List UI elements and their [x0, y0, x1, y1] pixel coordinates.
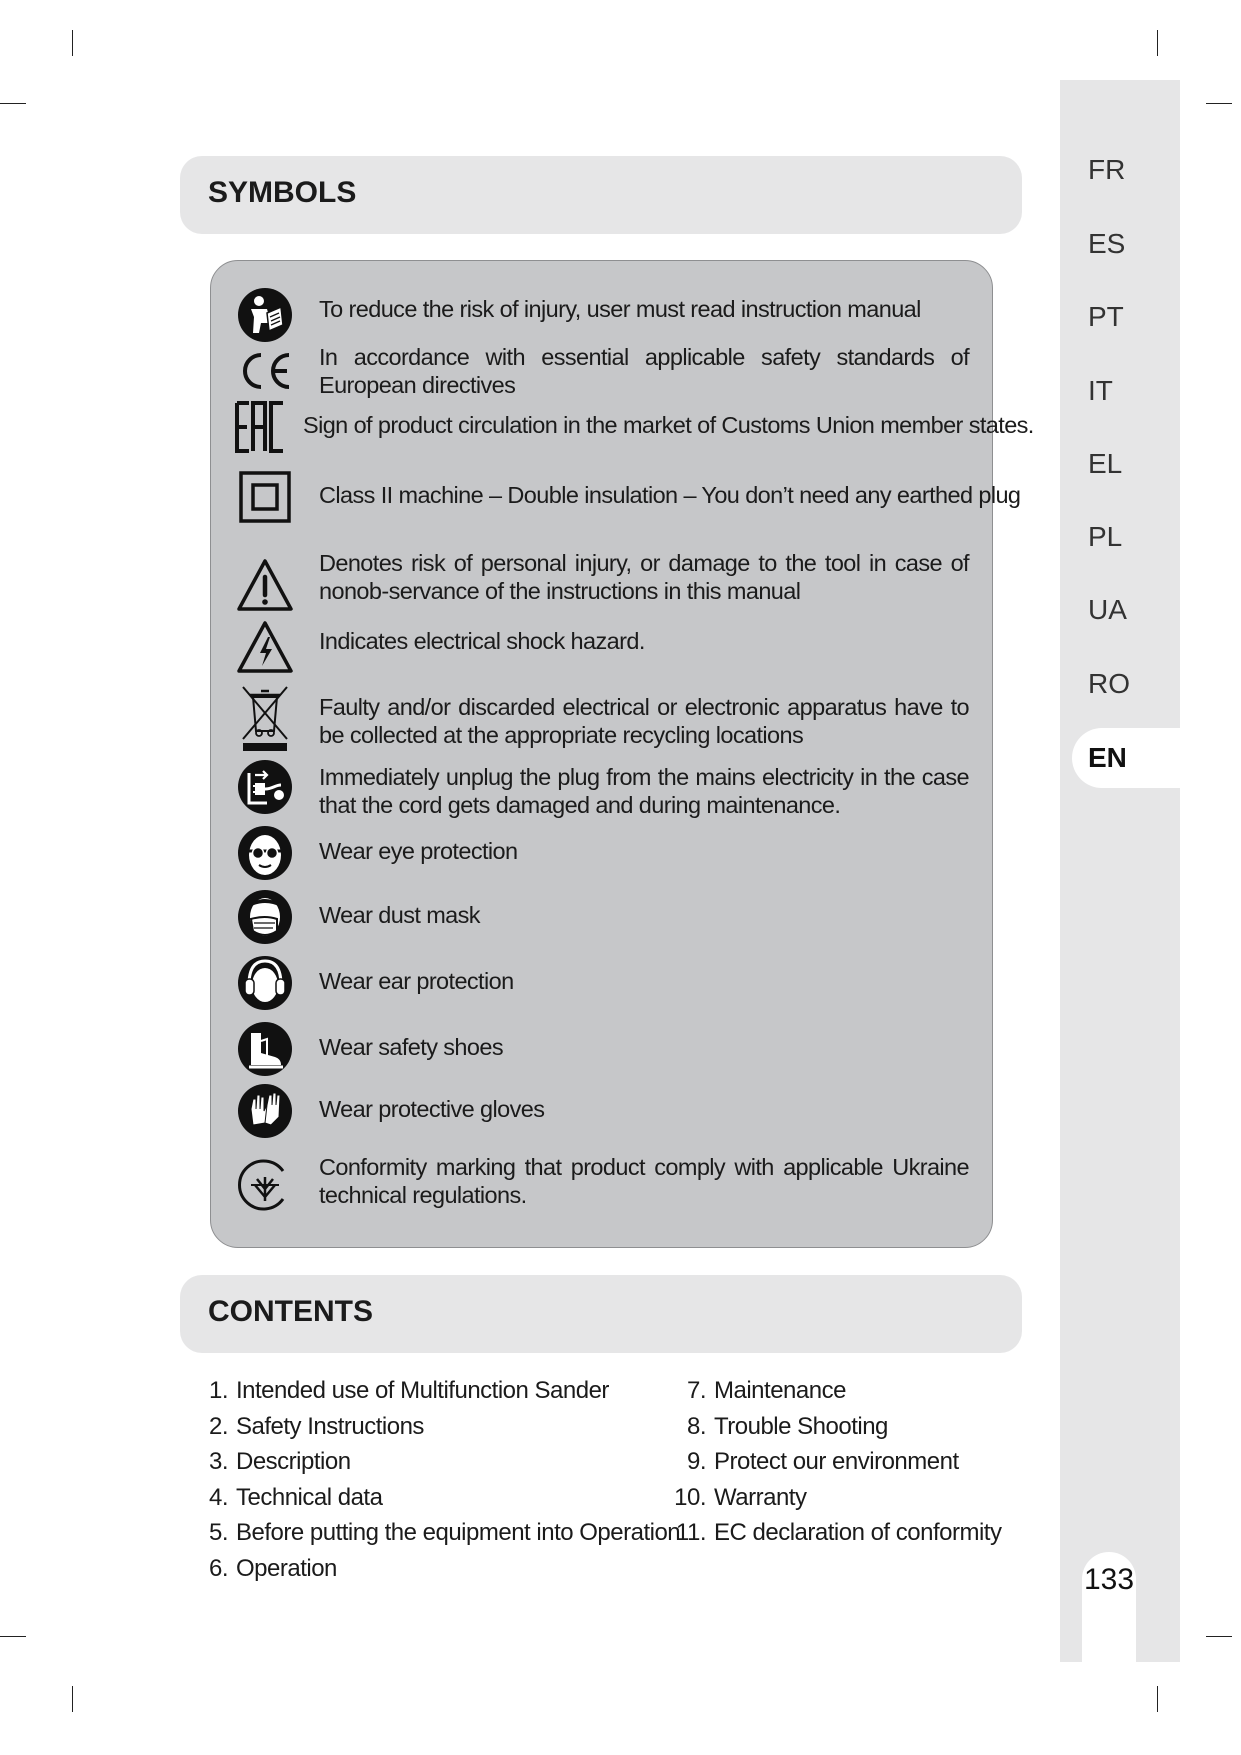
safety-shoes-icon [237, 1021, 293, 1077]
lang-tab-ro[interactable]: RO [1088, 668, 1130, 699]
contents-item[interactable] [200, 1373, 680, 1409]
contents-item-number: 3. [208, 1448, 228, 1475]
contents-item-label: Before putting the equipment into Operation [236, 1519, 681, 1546]
contents-item-number: 6. [208, 1554, 228, 1582]
symbol-description: In accordance with essential applicable safety standards of European directives [319, 344, 969, 398]
contents-item-label: Maintenance [714, 1377, 846, 1404]
warning-triangle-icon [237, 557, 293, 613]
lang-tab-pl[interactable]: PL [1088, 521, 1123, 552]
symbols-heading: SYMBOLS [208, 176, 357, 209]
lang-tab-it[interactable]: IT [1088, 375, 1113, 406]
symbols-section-header [180, 156, 1022, 234]
ce-mark-icon [237, 343, 293, 399]
contents-item[interactable] [668, 1515, 1001, 1551]
contents-item-label: Technical data [236, 1483, 383, 1511]
crop-mark [72, 30, 73, 56]
unplug-icon [237, 759, 293, 815]
contents-item-number: 7. [686, 1377, 706, 1404]
symbol-description: Wear dust mask [319, 902, 480, 928]
symbol-description: Sign of product circulation in the market of Customs Union member states. [303, 412, 1034, 438]
contents-item-number: 10. [674, 1483, 706, 1511]
contents-item[interactable] [200, 1480, 680, 1516]
contents-list-left [200, 1373, 680, 1586]
symbol-description: Class II machine – Double insulation – You don’t need any earthed plug [319, 482, 1021, 508]
crop-mark [72, 1686, 73, 1712]
contents-item-number: 5. [208, 1519, 228, 1546]
class-ii-double-insulation-icon [237, 469, 293, 525]
contents-item-number: 4. [208, 1483, 228, 1511]
contents-item[interactable] [200, 1409, 680, 1445]
crop-mark [1157, 30, 1158, 56]
contents-item-number: 11. [675, 1519, 706, 1546]
contents-item-number: 1. [208, 1377, 228, 1404]
contents-item-number: 8. [686, 1412, 706, 1440]
contents-item-label: Protect our environment [714, 1448, 959, 1475]
lang-tab-el[interactable]: EL [1088, 448, 1123, 479]
contents-item-label: Operation [236, 1554, 337, 1582]
contents-item-label: Safety Instructions [236, 1412, 424, 1440]
symbol-description: Immediately unplug the plug from the mains electricity in the case that the cord gets damaged and during maintenance. [319, 764, 969, 818]
symbol-description: Indicates electrical shock hazard. [319, 628, 645, 654]
dust-mask-icon [237, 889, 293, 945]
language-strip [1060, 80, 1180, 1662]
ukraine-conformity-mark-icon [237, 1157, 293, 1213]
contents-item-label: EC declaration of conformity [714, 1519, 1002, 1546]
contents-item[interactable] [200, 1444, 680, 1480]
contents-item[interactable] [200, 1515, 680, 1551]
lang-tab-es[interactable]: ES [1088, 228, 1126, 259]
electrical-shock-hazard-icon [237, 619, 293, 675]
crop-mark [1206, 1636, 1232, 1637]
crop-mark [0, 103, 26, 104]
lang-tab-pt[interactable]: PT [1088, 301, 1124, 332]
eye-protection-icon [237, 825, 293, 881]
page-number: 133 [1083, 1563, 1135, 1596]
contents-item-label: Trouble Shooting [714, 1412, 888, 1440]
symbol-description: Conformity marking that product comply with applicable Ukraine technical regulations. [319, 1154, 969, 1208]
symbol-description: Wear ear protection [319, 968, 514, 994]
crop-mark [1157, 1686, 1158, 1712]
symbol-description: Wear safety shoes [319, 1034, 503, 1060]
contents-list-right [668, 1373, 1001, 1551]
contents-item-label: Warranty [714, 1483, 807, 1511]
contents-section-header [180, 1275, 1022, 1353]
contents-item-number: 9. [686, 1448, 706, 1475]
symbol-description: Faulty and/or discarded electrical or electronic apparatus have to be collected at the appropriate recycling locations [319, 694, 969, 748]
weee-crossed-bin-icon [237, 683, 293, 753]
contents-item-number: 2. [208, 1412, 228, 1440]
crop-mark [1206, 103, 1232, 104]
contents-item[interactable] [668, 1444, 1001, 1480]
lang-tab-ua[interactable]: UA [1088, 594, 1127, 625]
contents-item[interactable] [668, 1373, 1001, 1409]
crop-mark [0, 1636, 26, 1637]
eac-mark-icon [233, 399, 289, 455]
ear-protection-icon [237, 955, 293, 1011]
symbol-description: Denotes risk of personal injury, or damage to the tool in case of nonob-servance of the instructions in this manual [319, 550, 969, 604]
contents-item-label: Description [236, 1448, 351, 1475]
symbol-description: Wear eye protection [319, 838, 518, 864]
lang-tab-en-active[interactable]: EN [1072, 728, 1180, 788]
symbols-panel [210, 260, 1034, 1248]
contents-item[interactable] [668, 1480, 1001, 1516]
contents-item[interactable] [668, 1409, 1001, 1445]
protective-gloves-icon [237, 1083, 293, 1139]
contents-item[interactable] [200, 1551, 680, 1587]
lang-tab-fr[interactable]: FR [1088, 154, 1126, 185]
read-manual-icon [237, 287, 293, 343]
contents-item-label: Intended use of Multifunction Sander [236, 1377, 609, 1404]
symbol-description: To reduce the risk of injury, user must read instruction manual [319, 296, 921, 322]
contents-heading: CONTENTS [208, 1295, 373, 1328]
symbol-description: Wear protective gloves [319, 1096, 545, 1122]
